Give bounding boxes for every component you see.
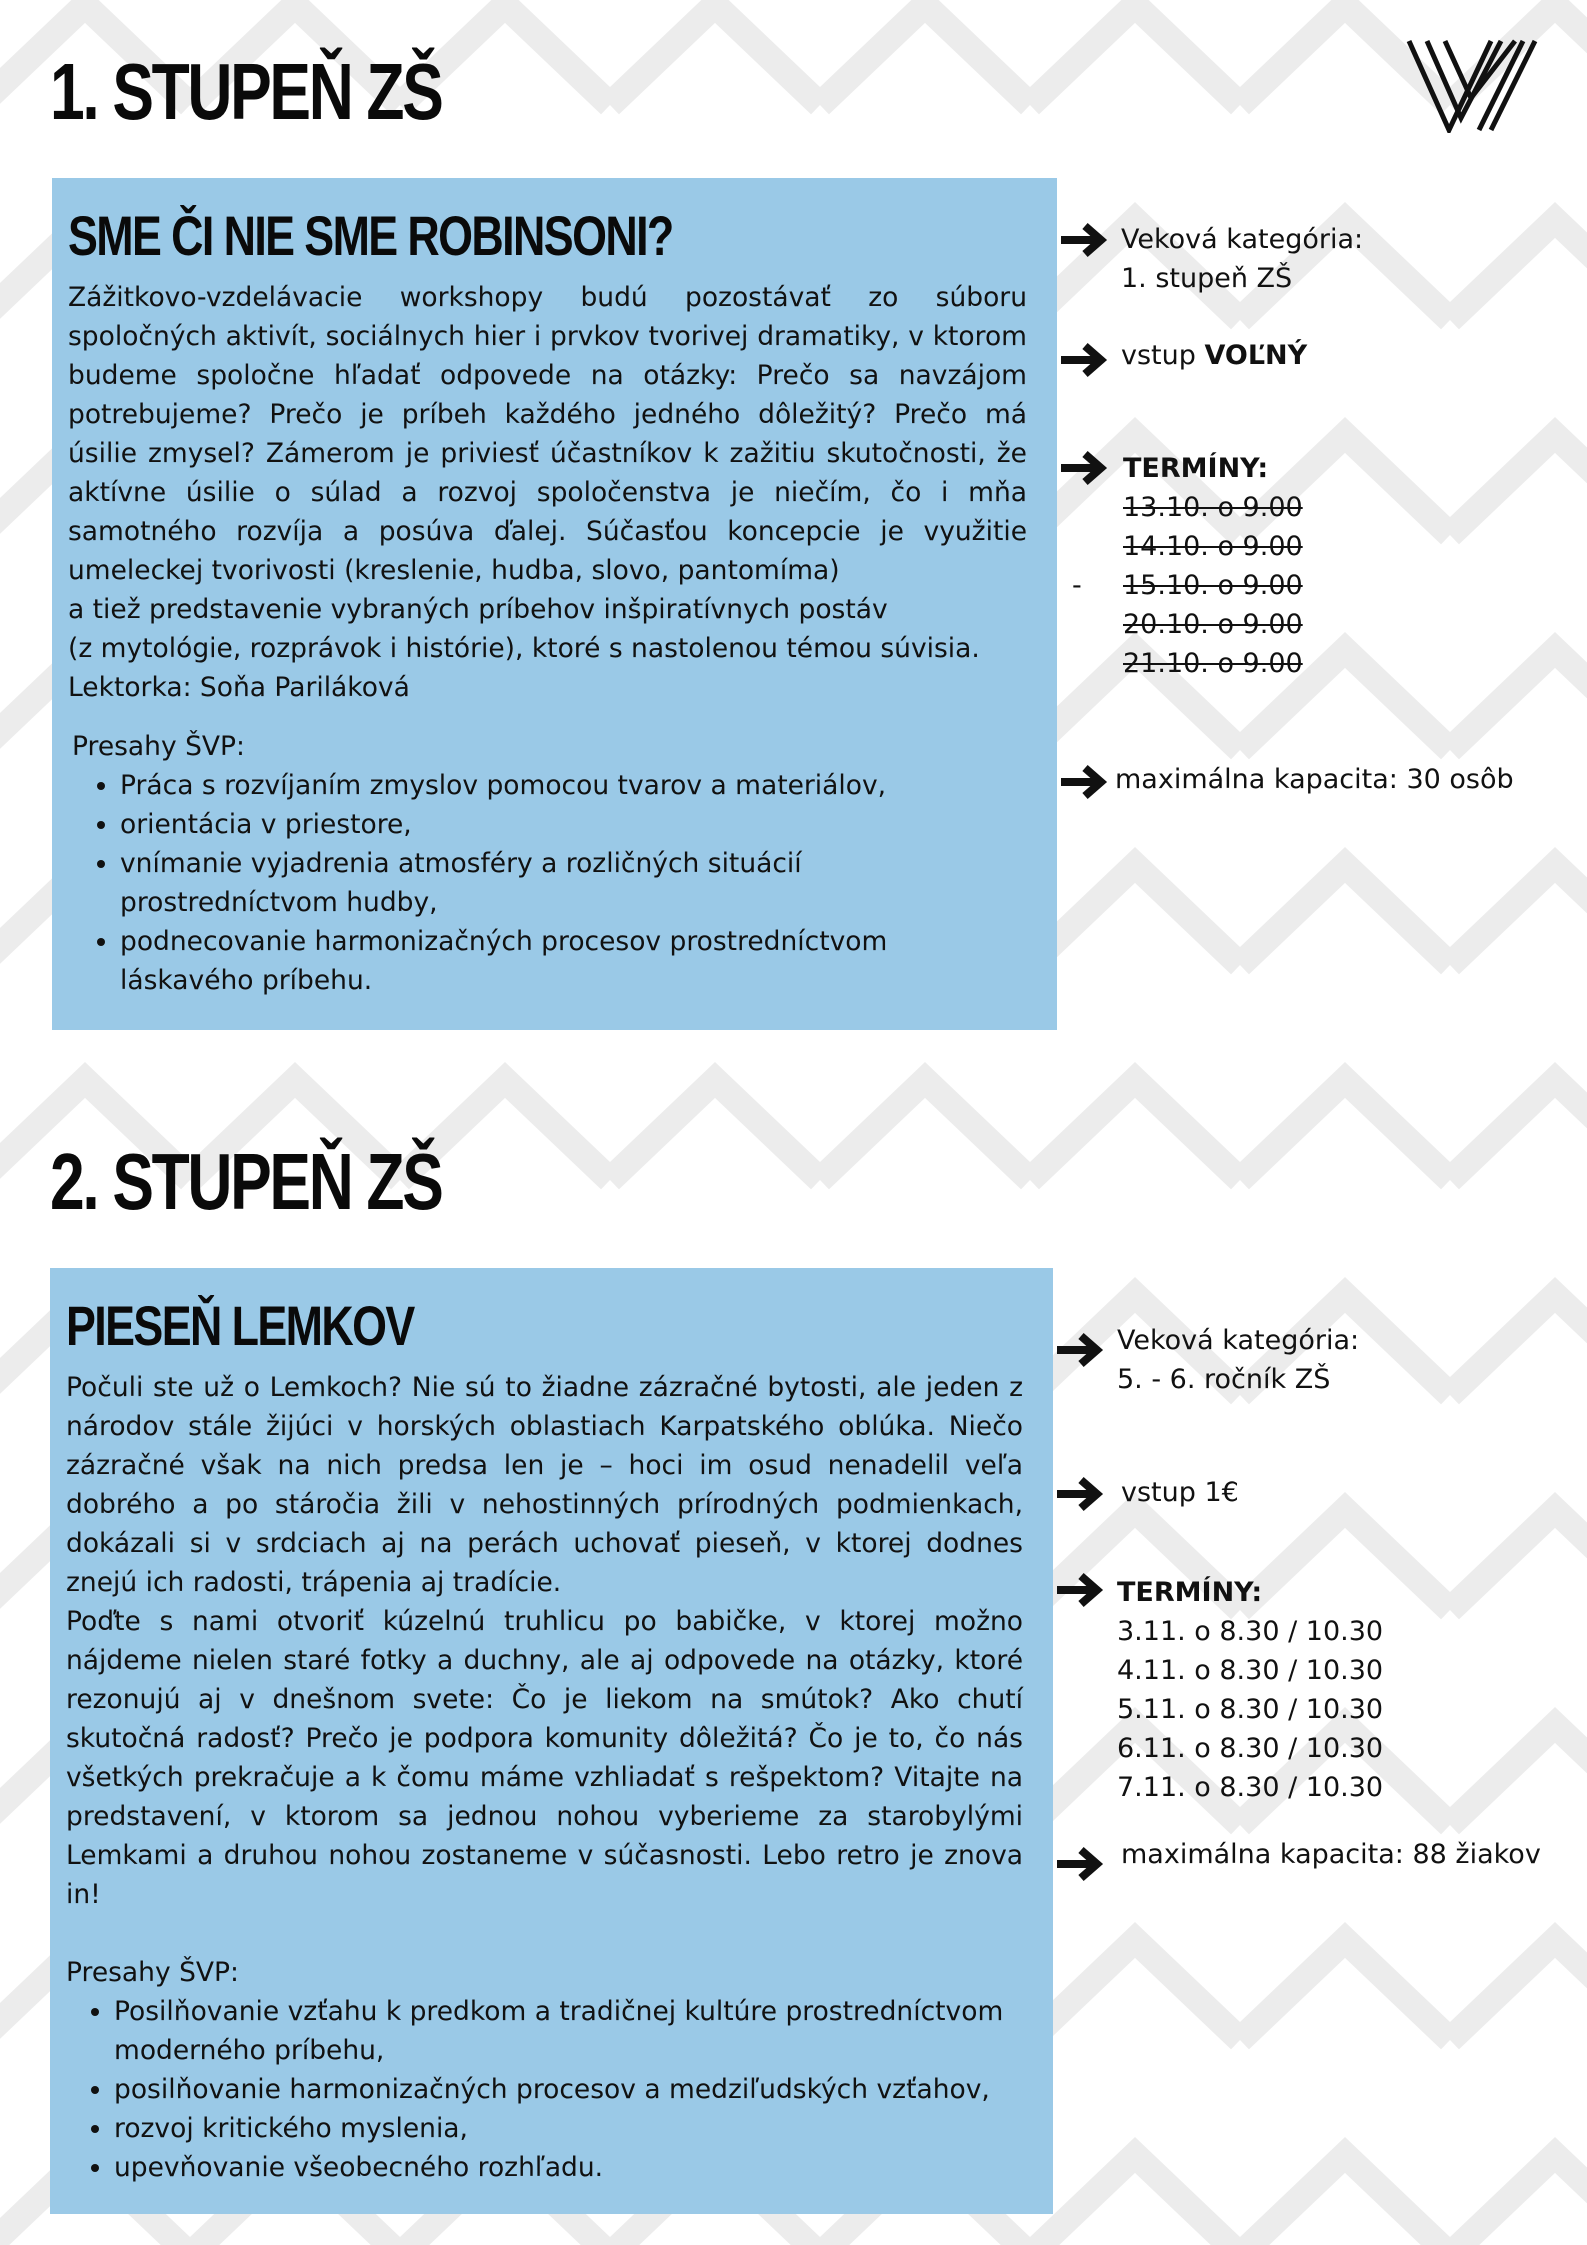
arrow-right-icon	[1057, 338, 1111, 382]
term-date: 4.11. o 8.30 / 10.30	[1117, 1655, 1384, 1686]
list-item: • vnímanie vyjadrenia atmosféry a rozličných situácií prostredníctvom hudby,	[120, 844, 1027, 922]
list-item: • rozvoj kritického myslenia,	[114, 2109, 1023, 2148]
entry-prefix: vstup	[1121, 340, 1205, 371]
term-date: 7.11. o 8.30 / 10.30	[1117, 1772, 1384, 1803]
section2-entry: vstup 1€	[1121, 1477, 1239, 1508]
section1-age	[1121, 220, 1363, 298]
section2-heading: 2. STUPEŇ ZŠ	[50, 1137, 442, 1226]
term-date: 13.10. o 9.00	[1123, 492, 1303, 523]
section2-terms	[1117, 1573, 1383, 1807]
age-label: Veková kategória:	[1117, 1325, 1360, 1356]
section1-terms	[1123, 449, 1303, 683]
section2-age	[1117, 1321, 1359, 1399]
term-date: 6.11. o 8.30 / 10.30	[1117, 1733, 1384, 1764]
section2-presahy-label: Presahy ŠVP:	[66, 1957, 239, 1988]
section1-entry	[1121, 336, 1307, 375]
arrow-right-icon	[1053, 1328, 1107, 1372]
section1-title: SME ČI NIE SME ROBINSONI?	[68, 204, 673, 267]
v-stripes-logo	[1405, 38, 1540, 133]
section1-heading: 1. STUPEŇ ZŠ	[50, 47, 442, 136]
term-date: 20.10. o 9.00	[1123, 609, 1303, 640]
term-date: 21.10. o 9.00	[1123, 648, 1303, 679]
list-item: • Práca s rozvíjaním zmyslov pomocou tvarov a materiálov,	[120, 766, 1027, 805]
section1-presahy-label: Presahy ŠVP:	[72, 731, 245, 762]
section2-capacity: maximálna kapacita: 88 žiakov	[1121, 1839, 1541, 1870]
age-value: 5. - 6. ročník ZŠ	[1117, 1364, 1331, 1395]
term-date: 5.11. o 8.30 / 10.30	[1117, 1694, 1384, 1725]
arrow-right-icon	[1053, 1842, 1107, 1886]
list-item: • orientácia v priestore,	[120, 805, 1027, 844]
term-date: 14.10. o 9.00	[1123, 531, 1303, 562]
list-item: • Posilňovanie vzťahu k predkom a tradičnej kultúre prostredníctvom moderného príbehu,	[114, 1992, 1023, 2070]
section2-presahy-list	[66, 1992, 1023, 2187]
section1-panel	[52, 178, 1057, 1030]
list-item: • podnecovanie harmonizačných procesov prostredníctvom láskavého príbehu.	[120, 922, 1027, 1000]
section1-capacity: maximálna kapacita: 30 osôb	[1115, 764, 1514, 795]
terms-label: TERMÍNY:	[1117, 1577, 1263, 1608]
section1-presahy-list	[68, 766, 1027, 1000]
arrow-right-icon	[1057, 446, 1111, 490]
arrow-right-icon	[1053, 1472, 1107, 1516]
age-label: Veková kategória:	[1121, 224, 1364, 255]
arrow-right-icon	[1053, 1568, 1107, 1612]
terms-label: TERMÍNY:	[1123, 453, 1269, 484]
section1-description: Zážitkovo-vzdelávacie workshopy budú pozostávať zo súboru spoločných aktivít, sociálnych hier i prvkov tvorivej dramatiky, v ktorom budeme spoločne hľadať odpovede na otázky: Prečo sa navzájom potrebujeme? Prečo je príbeh každého jedného dôležitý? Prečo má úsilie zmysel? Zámerom je priviesť účastníkov k zažitiu skutočnosti, že aktívne úsilie o súlad a rozvoj spoločenstva je niečím, čo i mňa samotného rozvíja a posúva ďalej. Súčasťou koncepcie je využitie umeleckej tvorivosti (kreslenie, hudba, slovo, pantomíma) a tiež predstavenie vybraných príbehov inšpiratívnych postáv (z mytológie, rozprávok i histórie), ktoré s nastolenou témou súvisia. Lektorka: Soňa Pariláková	[68, 282, 1027, 703]
dash-mark: -	[1072, 570, 1082, 601]
arrow-right-icon	[1057, 760, 1111, 804]
section2-description: Počuli ste už o Lemkoch? Nie sú to žiadne zázračné bytosti, ale jeden z národov stále žijúci v horských oblastiach Karpatského oblúka. Niečo zázračné však na nich predsa len je – hoci im osud nenadelil veľa dobrého a po stáročia žili v nehostinných prírodných podmienkach, dokázali si v srdciach aj na perách uchovať pieseň, v ktorej dodnes znejú ich radosti, trápenia aj tradície. Poďte s nami otvoriť kúzelnú truhlicu po babičke, v ktorej možno nájdeme nielen staré fotky a duchny, ale aj odpovede na otázky, ktoré rezonujú aj v dnešnom svete: Čo je liekom na smútok? Ako chutí skutočná radosť? Prečo je podpora komunity dôležitá? Čo je to, čo nás všetkých prekračuje a k čomu máme vzhliadať s rešpektom? Vitajte na predstavení, v ktorom sa jednou nohou vyberieme za starobylými Lemkami a druhou nohou zostaneme v súčasnosti. Lebo retro je znova in!	[66, 1372, 1023, 1910]
section2-title: PIESEŇ LEMKOV	[66, 1294, 414, 1357]
list-item: • upevňovanie všeobecného rozhľadu.	[114, 2148, 1023, 2187]
section2-panel	[50, 1268, 1053, 2214]
term-date: 15.10. o 9.00	[1123, 570, 1303, 601]
arrow-right-icon	[1057, 218, 1111, 262]
list-item: • posilňovanie harmonizačných procesov a medziľudských vzťahov,	[114, 2070, 1023, 2109]
age-value: 1. stupeň ZŠ	[1121, 263, 1293, 294]
term-date: 3.11. o 8.30 / 10.30	[1117, 1616, 1384, 1647]
entry-value: VOĽNÝ	[1204, 340, 1308, 371]
